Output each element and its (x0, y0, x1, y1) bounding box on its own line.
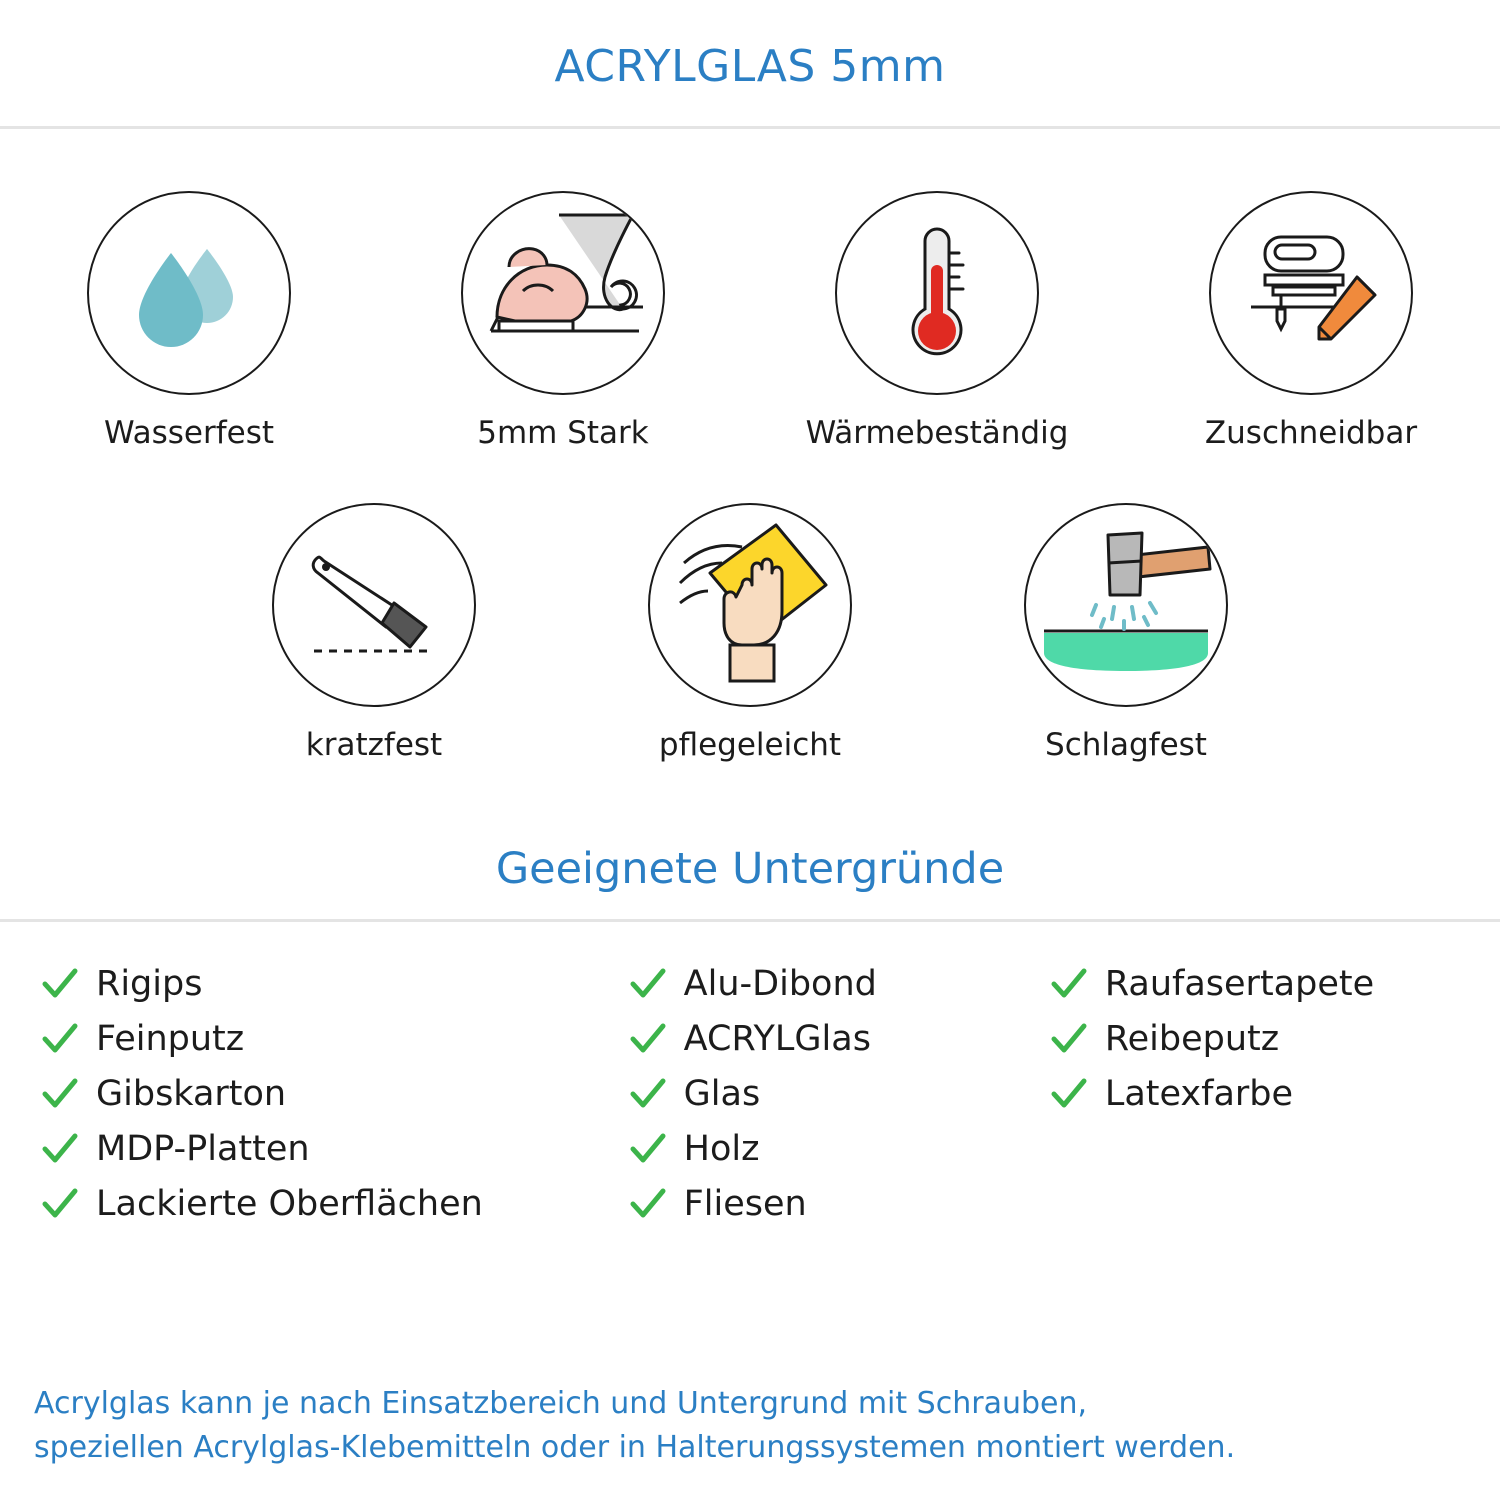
flexed-arm-icon (463, 191, 663, 395)
section-title: Geeignete Untergründe (495, 844, 1005, 894)
list-item (628, 1121, 1049, 1176)
green-check-icon (40, 964, 80, 1004)
green-check-icon (40, 1074, 80, 1114)
green-check-icon (1049, 1019, 1089, 1059)
list-item (1049, 1066, 1470, 1121)
list-item (1049, 1011, 1470, 1066)
feature-icon-circle (648, 503, 852, 707)
list-item (628, 956, 1049, 1011)
thermometer-icon (837, 191, 1037, 395)
green-check-icon (628, 1184, 668, 1224)
feature-label: kratzfest (305, 727, 443, 763)
feature-label: Schlagfest (1045, 727, 1207, 763)
hammer-impact-icon (1026, 503, 1226, 707)
feature-zuschneidbar (1166, 191, 1456, 451)
list-item-label: Reibeputz (1104, 1018, 1280, 1059)
feature-row-2 (0, 503, 1500, 763)
feature-icon-circle (835, 191, 1039, 395)
feature-5mm-stark (418, 191, 708, 451)
feature-row-1 (0, 191, 1500, 451)
list-item (40, 1011, 628, 1066)
checklist-column-1 (30, 956, 628, 1231)
feature-grid (0, 129, 1500, 763)
green-check-icon (40, 1019, 80, 1059)
feature-label: Wärmebeständig (805, 415, 1069, 451)
feature-icon-circle (461, 191, 665, 395)
feature-schlagfest (981, 503, 1271, 763)
list-item-label: Latexfarbe (1104, 1073, 1294, 1114)
feature-label: 5mm Stark (477, 415, 649, 451)
green-check-icon (1049, 964, 1089, 1004)
list-item-label: Lackierte Oberflächen (96, 1183, 483, 1224)
footer-note-line-2: speziellen Acrylglas-Klebemitteln oder in Halterungssystemen montiert werden. (34, 1430, 1236, 1465)
footer-note-line-1: Acrylglas kann je nach Einsatzbereich und Untergrund mit Schrauben, (34, 1386, 1088, 1421)
feature-icon-circle (1209, 191, 1413, 395)
feature-label: Zuschneidbar (1204, 415, 1418, 451)
list-item (40, 956, 628, 1011)
feature-icon-circle (87, 191, 291, 395)
list-item-label: Rigips (96, 963, 203, 1004)
feature-label: Wasserfest (103, 415, 275, 451)
list-item (40, 1066, 628, 1121)
list-item (628, 1176, 1049, 1231)
green-check-icon (628, 1074, 668, 1114)
list-item (40, 1121, 628, 1176)
list-item-label: MDP-Platten (96, 1128, 310, 1169)
feature-icon-circle (1024, 503, 1228, 707)
list-item-label: Fliesen (683, 1183, 807, 1224)
checklist-column-3 (1049, 956, 1470, 1231)
feature-wasserfest (44, 191, 334, 451)
substrate-checklists (0, 922, 1500, 1231)
jigsaw-cutter-icon (1211, 191, 1411, 395)
checklist-column-2 (628, 956, 1049, 1231)
water-drops-icon (89, 191, 289, 395)
hand-cleaning-cloth-icon (650, 503, 850, 707)
list-item (1049, 956, 1470, 1011)
feature-pflegeleicht (605, 503, 895, 763)
page-title: ACRYLGLAS 5mm (554, 41, 946, 92)
list-item-label: Feinputz (96, 1018, 245, 1059)
green-check-icon (628, 964, 668, 1004)
list-item (40, 1176, 628, 1231)
feature-kratzfest (229, 503, 519, 763)
feature-waermebestaendig (792, 191, 1082, 451)
feature-icon-circle (272, 503, 476, 707)
green-check-icon (40, 1129, 80, 1169)
list-item-label: Glas (683, 1073, 761, 1114)
green-check-icon (1049, 1074, 1089, 1114)
knife-scratch-icon (274, 503, 474, 707)
list-item-label: Gibskarton (96, 1073, 287, 1114)
green-check-icon (628, 1019, 668, 1059)
list-item-label: ACRYLGlas (683, 1018, 871, 1059)
green-check-icon (40, 1184, 80, 1224)
green-check-icon (628, 1129, 668, 1169)
list-item-label: Raufasertapete (1104, 963, 1375, 1004)
list-item (628, 1011, 1049, 1066)
list-item-label: Alu-Dibond (683, 963, 877, 1004)
feature-label: pflegeleicht (658, 727, 842, 763)
list-item-label: Holz (683, 1128, 760, 1169)
footer-note (34, 1382, 1466, 1470)
list-item (628, 1066, 1049, 1121)
